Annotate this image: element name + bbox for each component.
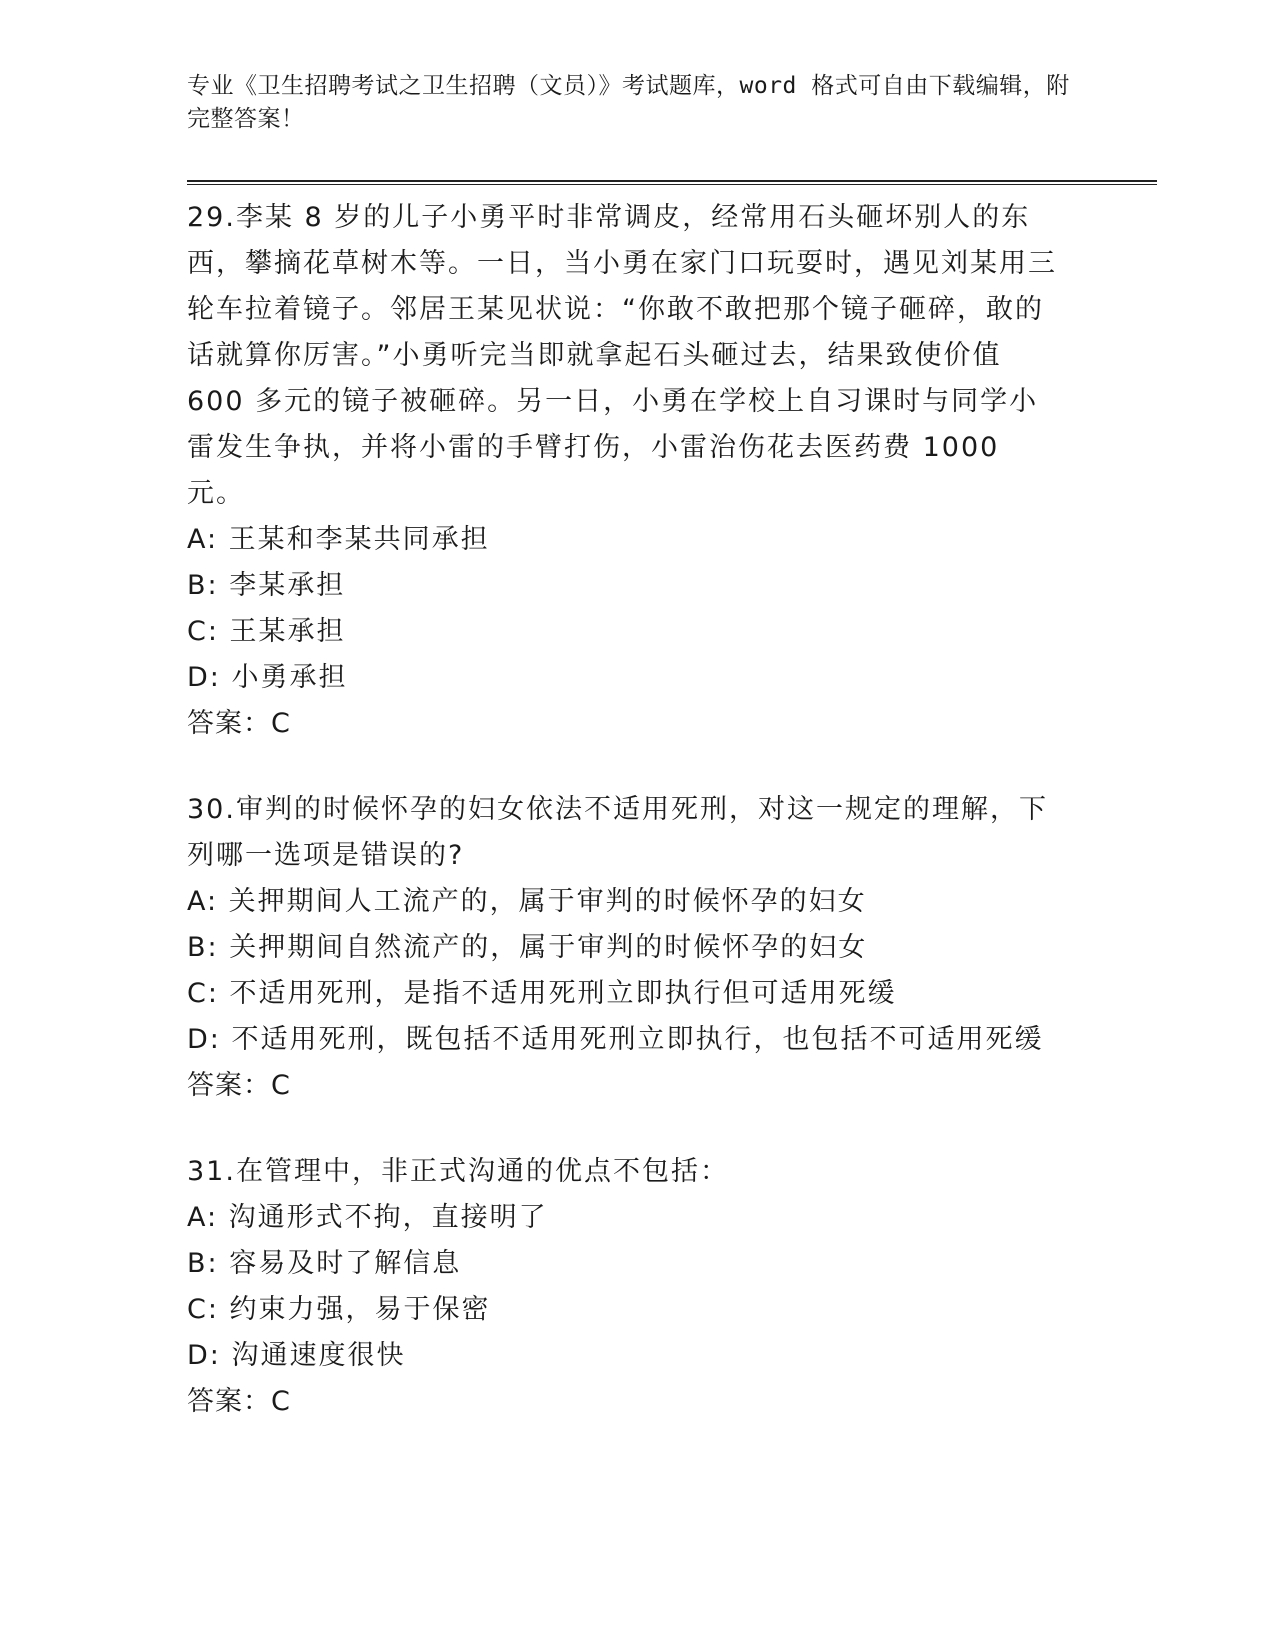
question-list bbox=[187, 195, 1157, 1425]
option-d: D: 沟通速度很快 bbox=[187, 1340, 406, 1371]
question-29 bbox=[187, 195, 1157, 747]
question-stem: 29.李某 8 岁的儿子小勇平时非常调皮，经常用石头砸坏别人的东西，攀摘花草树木等。一日，当小勇在家门口玩耍时，遇见刘某用三轮车拉着镜子。邻居王某见状说：“你敢不敢把那个镜子砸碎，敢的话就算你厉害。”小勇听完当即就拿起石头砸过去，结果致使价值 600 多元的镜子被砸碎。另一日，小勇在学校上自习课时与同学小雷发生争执，并将小雷的手臂打伤，小雷治伤花去医药费 1000 元。 bbox=[187, 202, 1057, 509]
question-30 bbox=[187, 787, 1157, 1109]
option-b: B: 李某承担 bbox=[187, 570, 346, 601]
option-c: C: 不适用死刑，是指不适用死刑立即执行但可适用死缓 bbox=[187, 978, 897, 1009]
option-a: A: 沟通形式不拘，直接明了 bbox=[187, 1202, 548, 1233]
answer-line: 答案：C bbox=[187, 1070, 291, 1101]
answer-line: 答案：C bbox=[187, 1386, 291, 1417]
question-stem: 31.在管理中，非正式沟通的优点不包括： bbox=[187, 1156, 729, 1187]
question-31 bbox=[187, 1149, 1157, 1425]
option-a: A: 关押期间人工流产的，属于审判的时候怀孕的妇女 bbox=[187, 886, 867, 917]
answer-line: 答案：C bbox=[187, 708, 291, 739]
option-b: B: 关押期间自然流产的，属于审判的时候怀孕的妇女 bbox=[187, 932, 868, 963]
document-header: 专业《卫生招聘考试之卫生招聘（文员）》考试题库，word 格式可自由下载编辑，附完整答案！ bbox=[187, 73, 1070, 132]
document-page bbox=[187, 70, 1157, 1465]
option-c: C: 约束力强，易于保密 bbox=[187, 1294, 491, 1325]
option-d: D: 不适用死刑，既包括不适用死刑立即执行，也包括不可适用死缓 bbox=[187, 1024, 1044, 1055]
option-b: B: 容易及时了解信息 bbox=[187, 1248, 462, 1279]
question-stem: 30.审判的时候怀孕的妇女依法不适用死刑，对这一规定的理解，下列哪一选项是错误的? bbox=[187, 794, 1048, 871]
option-c: C: 王某承担 bbox=[187, 616, 346, 647]
option-a: A: 王某和李某共同承担 bbox=[187, 524, 490, 555]
option-d: D: 小勇承担 bbox=[187, 662, 348, 693]
header-divider bbox=[187, 180, 1157, 185]
